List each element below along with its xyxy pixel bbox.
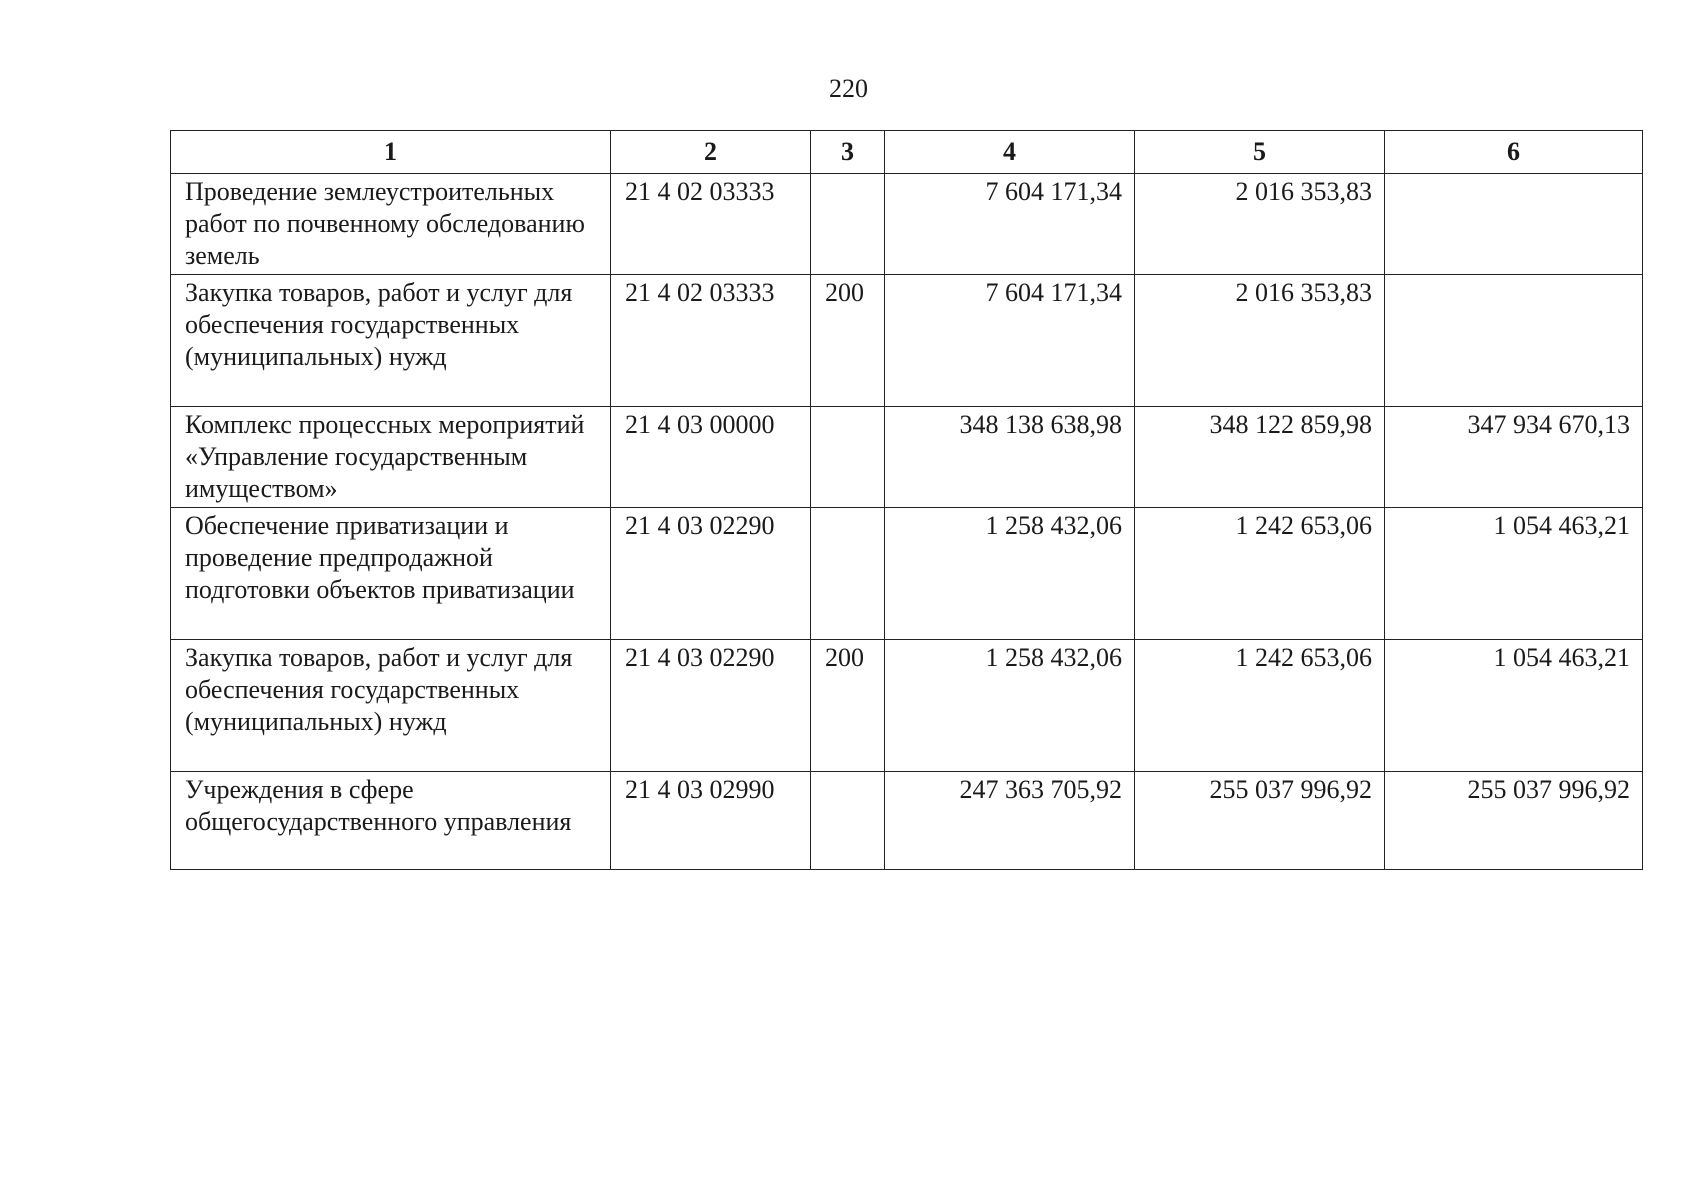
row-amount-4: 247 363 705,92 — [885, 772, 1135, 870]
row-amount-6: 1 054 463,21 — [1385, 640, 1643, 772]
table-row — [171, 772, 1643, 870]
row-amount-6: 347 934 670,13 — [1385, 407, 1643, 508]
row-type — [811, 772, 885, 870]
row-amount-4: 348 138 638,98 — [885, 407, 1135, 508]
row-name: Комплекс процессных мероприятий «Управление государственным имуществом» — [171, 407, 611, 508]
row-amount-5: 348 122 859,98 — [1135, 407, 1385, 508]
column-header-2: 2 — [611, 131, 811, 174]
row-code: 21 4 03 02290 — [611, 640, 811, 772]
row-amount-4: 7 604 171,34 — [885, 174, 1135, 275]
table-row — [171, 275, 1643, 407]
row-amount-6: 255 037 996,92 — [1385, 772, 1643, 870]
row-code: 21 4 03 02290 — [611, 508, 811, 640]
row-name: Закупка товаров, работ и услуг для обеспечения государственных (муниципальных) нужд — [171, 640, 611, 772]
column-header-4: 4 — [885, 131, 1135, 174]
table-row — [171, 174, 1643, 275]
row-code: 21 4 02 03333 — [611, 275, 811, 407]
row-code: 21 4 02 03333 — [611, 174, 811, 275]
row-name: Учреждения в сфере общегосударственного управления — [171, 772, 611, 870]
row-amount-5: 2 016 353,83 — [1135, 275, 1385, 407]
table-header-row — [171, 131, 1643, 174]
row-amount-4: 7 604 171,34 — [885, 275, 1135, 407]
row-amount-5: 255 037 996,92 — [1135, 772, 1385, 870]
row-amount-5: 1 242 653,06 — [1135, 508, 1385, 640]
row-name: Закупка товаров, работ и услуг для обеспечения государственных (муниципальных) нужд — [171, 275, 611, 407]
row-type: 200 — [811, 275, 885, 407]
row-code: 21 4 03 02990 — [611, 772, 811, 870]
row-amount-5: 1 242 653,06 — [1135, 640, 1385, 772]
row-amount-6: 1 054 463,21 — [1385, 508, 1643, 640]
row-amount-6 — [1385, 275, 1643, 407]
row-code: 21 4 03 00000 — [611, 407, 811, 508]
table-row — [171, 508, 1643, 640]
row-type — [811, 174, 885, 275]
row-type: 200 — [811, 640, 885, 772]
row-type — [811, 508, 885, 640]
row-amount-5: 2 016 353,83 — [1135, 174, 1385, 275]
row-amount-4: 1 258 432,06 — [885, 640, 1135, 772]
column-header-3: 3 — [811, 131, 885, 174]
row-name: Проведение землеустроительных работ по почвенному обследованию земель — [171, 174, 611, 275]
column-header-1: 1 — [171, 131, 611, 174]
column-header-6: 6 — [1385, 131, 1643, 174]
row-type — [811, 407, 885, 508]
row-amount-6 — [1385, 174, 1643, 275]
column-header-5: 5 — [1135, 131, 1385, 174]
page-number: 220 — [829, 74, 868, 103]
table-row — [171, 640, 1643, 772]
row-amount-4: 1 258 432,06 — [885, 508, 1135, 640]
row-name: Обеспечение приватизации и проведение предпродажной подготовки объектов приватизации — [171, 508, 611, 640]
table-row — [171, 407, 1643, 508]
budget-table — [170, 130, 1643, 870]
